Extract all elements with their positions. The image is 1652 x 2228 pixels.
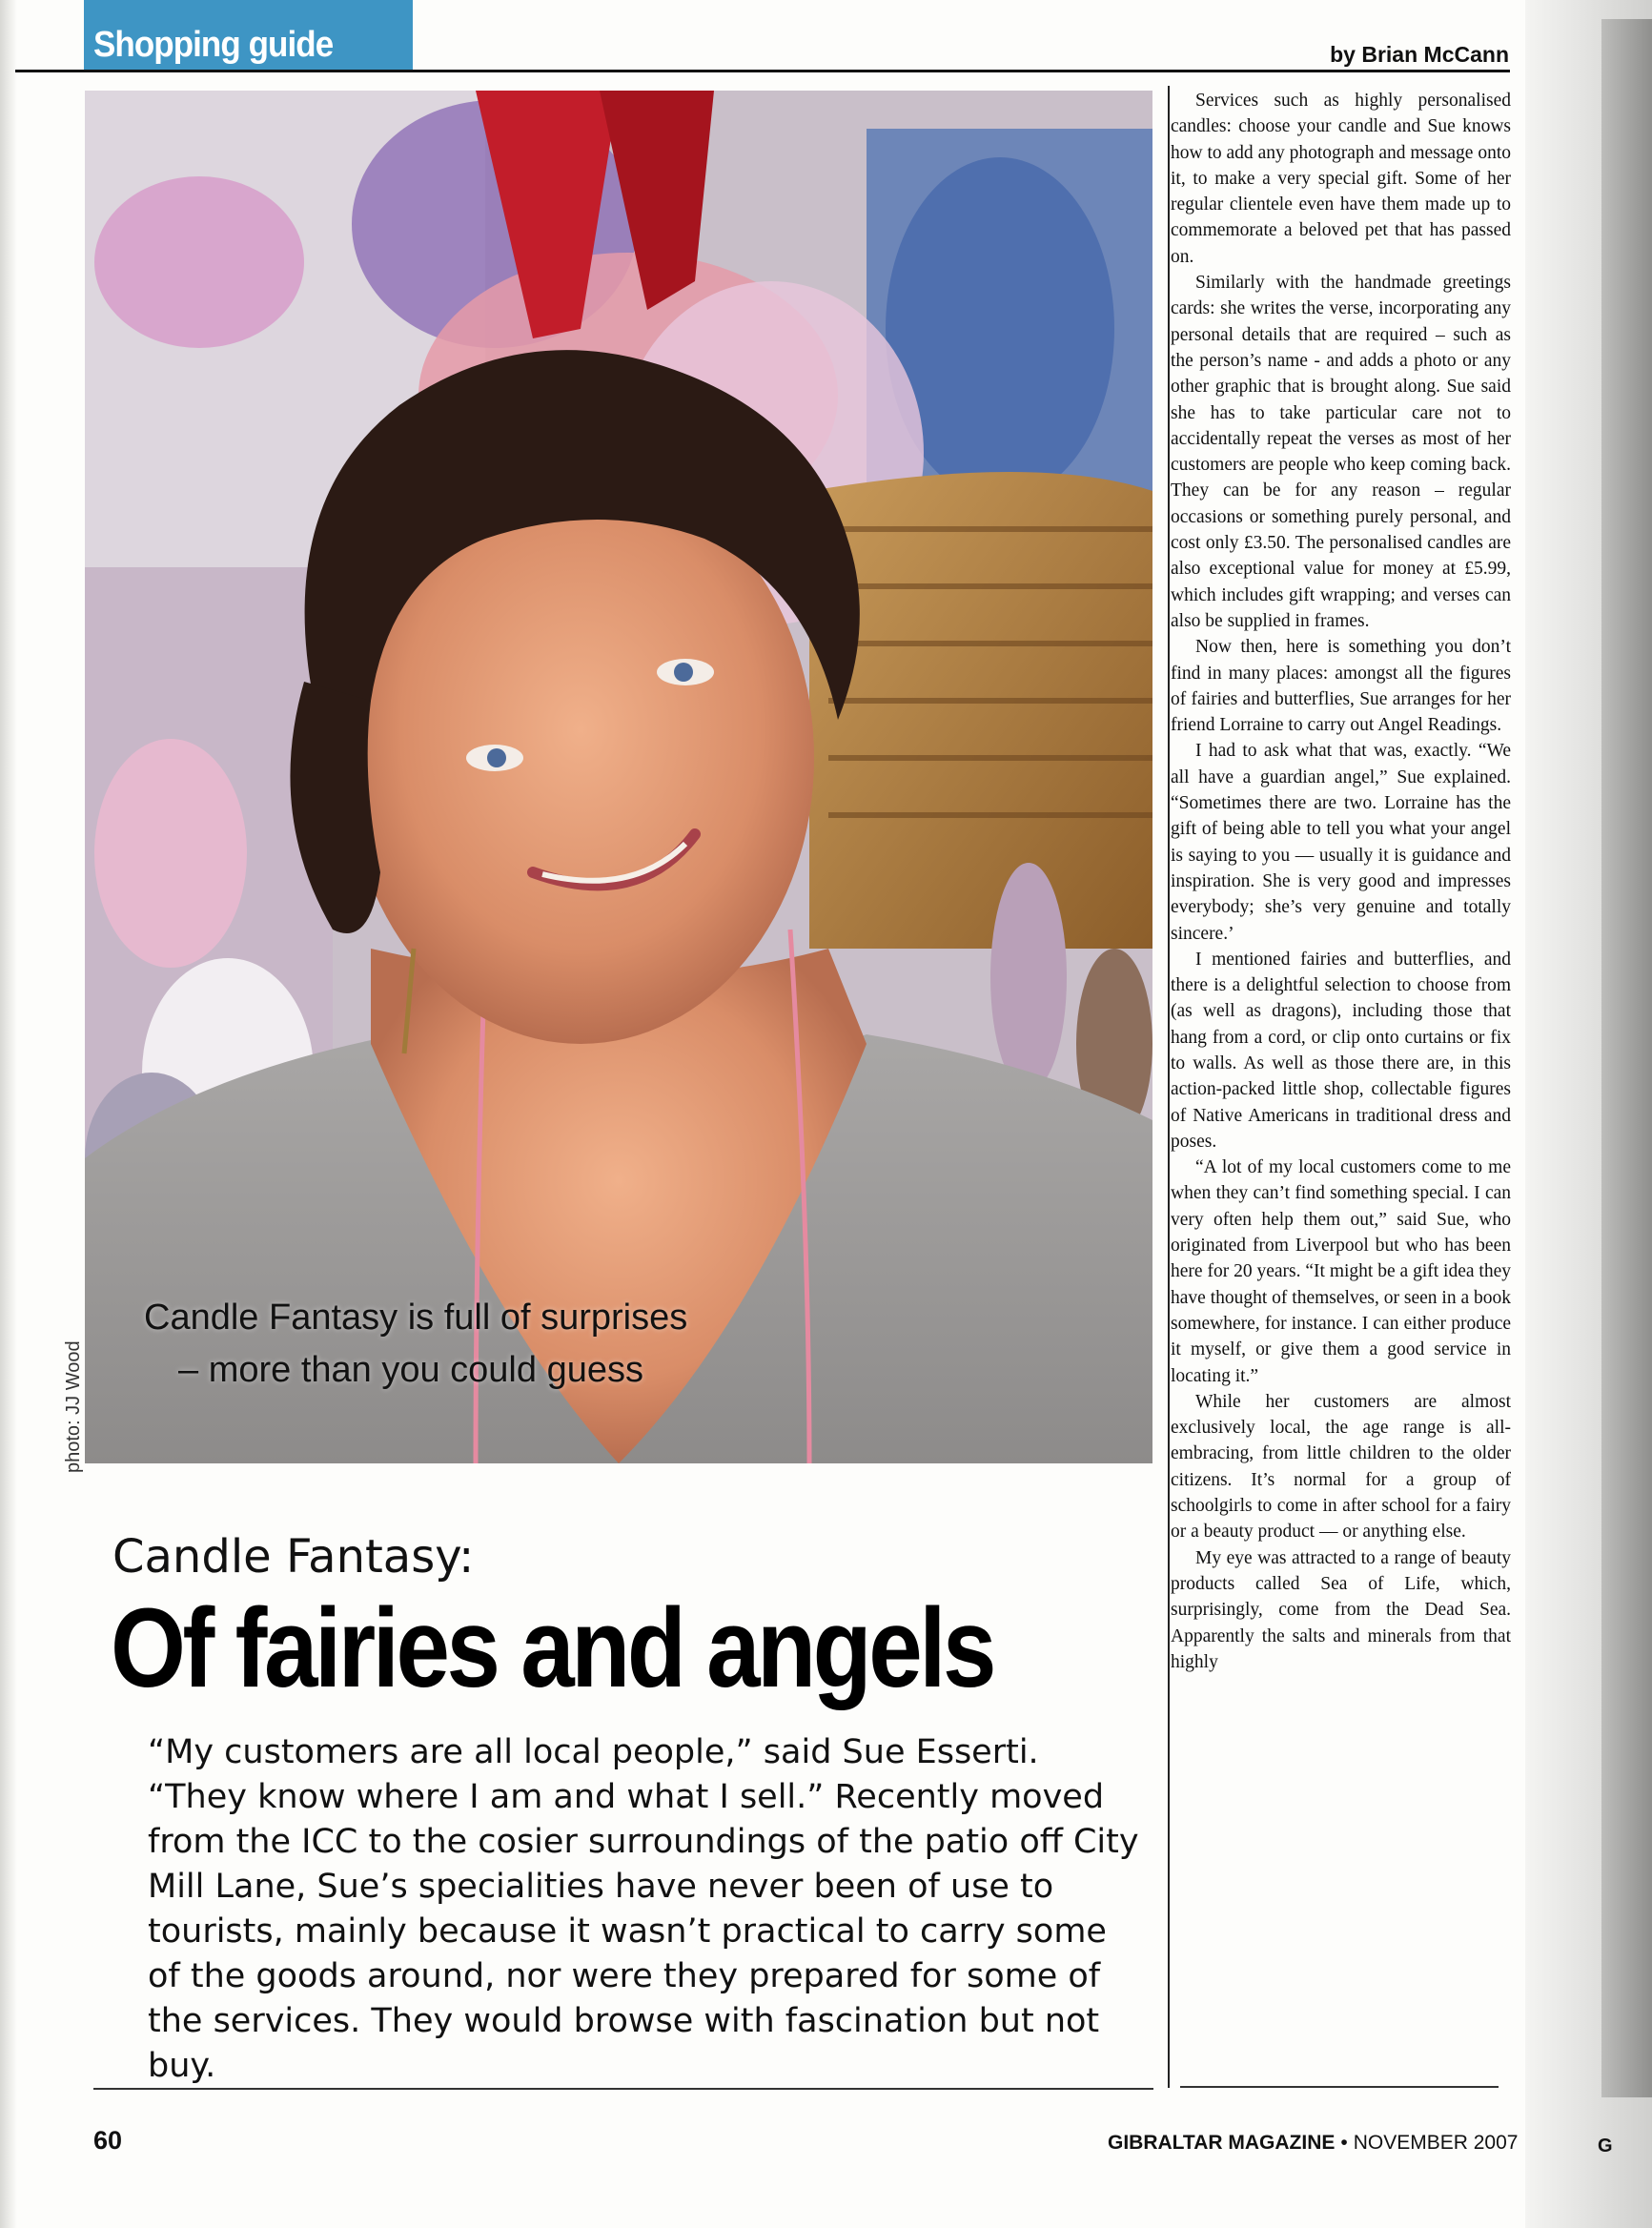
photo-caption-line-1: Candle Fantasy is full of surprises xyxy=(144,1298,688,1338)
body-paragraph: While her customers are almost exclusively local, the age range is all-embracing, from little children to the older citizens. It’s normal for a group of schoolgirls to come in after school for a fairy or a beauty product — or anything else. xyxy=(1171,1391,1511,1543)
issue-date: NOVEMBER 2007 xyxy=(1353,2132,1519,2154)
article-body-column xyxy=(1171,88,1511,1675)
article-headline: Of fairies and angels xyxy=(111,1585,993,1711)
page-gutter-shadow xyxy=(0,0,17,2228)
feature-photo xyxy=(85,91,1152,1463)
footer-rule-column xyxy=(1180,2086,1499,2088)
footer-publication xyxy=(1108,2132,1518,2155)
header-rule xyxy=(15,70,1510,72)
body-paragraph: Services such as highly personalised candles: choose your candle and Sue knows how to add any photograph and message onto it, to make a very special gift. Some of her regular clientele even have them made up to commemorate a beloved pet that has passed on. xyxy=(1171,91,1511,267)
body-paragraph: “A lot of my local customers come to me when they can’t find something special. I can very often help them out,” said Sue, who originated from Liverpool but who has been here for 20 years. “It might be a gift idea they have thought of themselves, or seen in a book somewhere, for instance. I can either produce it myself, or give them a good service in locating it.” xyxy=(1171,1157,1511,1386)
article-kicker: Candle Fantasy: xyxy=(112,1530,475,1584)
page-number: 60 xyxy=(93,2126,123,2155)
body-paragraph: I mentioned fairies and butterflies, and there is a delightful selection to choose from (as well as dragons), including those that hang from a cord, or clip onto curtains or fix to walls. As well as those there are, in this action-packed little shop, collectable figures of Native Americans in traditional dress and poses. xyxy=(1171,949,1511,1152)
facing-page-shadow xyxy=(1601,19,1652,2097)
facing-page-letter: G xyxy=(1598,2136,1613,2156)
body-paragraph: My eye was attracted to a range of beauty products called Sea of Life, which, surprisingly, come from the Dead Sea. Apparently the salts and minerals from that highly xyxy=(1171,1547,1511,1672)
body-paragraph: I had to ask what that was, exactly. “We all have a guardian angel,” Sue explained. “Sometimes there are two. Lorraine has the gift of being able to tell you what your angel is saying to you — usually it is guidance and inspiration. She is very good and impresses everybody; she’s very genuine and totally sincere.’ xyxy=(1171,741,1511,944)
photo-caption-line-2: – more than you could guess xyxy=(178,1350,643,1390)
section-tab xyxy=(84,0,413,71)
footer-separator: • xyxy=(1340,2132,1348,2154)
section-label: Shopping guide xyxy=(93,25,334,65)
article-standfirst xyxy=(148,1730,1144,2089)
photo-credit: photo: JJ Wood xyxy=(63,1340,84,1473)
byline: by Brian McCann xyxy=(1330,42,1509,67)
standfirst-text: “My customers are all local people,” said Sue Esserti. “They know where I am and what I sell.” Recently moved from the ICC to the cosier surroundings of the patio off City Mill Lane, Sue’s specialities have never been of use to tourists, mainly because it wasn’t practical to carry some of the goods around, nor were they prepared for some of the services. They would browse with fascination but not buy. xyxy=(148,1733,1139,2085)
footer-rule xyxy=(93,2088,1153,2090)
body-paragraph: Now then, here is something you don’t find in many places: amongst all the figures of fairies and butterflies, Sue arranges for her friend Lorraine to carry out Angel Readings. xyxy=(1171,637,1511,736)
body-paragraph: Similarly with the handmade greetings cards: she writes the verse, incorporating any personal details that are required – such as the person’s name - and adds a photo or any other graphic that is brought along. Sue said she has to take particular care not to accidentally repeat the verses as most of her customers are people who keep coming back. They can be for any reason – regular occasions or something purely personal, and cost only £3.50. The personalised candles are also exceptional value for money at £5.99, which includes gift wrapping; and verses can also be supplied in frames. xyxy=(1171,273,1511,631)
column-rule xyxy=(1168,86,1170,2088)
photo-illustration xyxy=(85,91,1152,1463)
photo-caption xyxy=(144,1292,687,1397)
magazine-name: GIBRALTAR MAGAZINE xyxy=(1108,2132,1336,2154)
